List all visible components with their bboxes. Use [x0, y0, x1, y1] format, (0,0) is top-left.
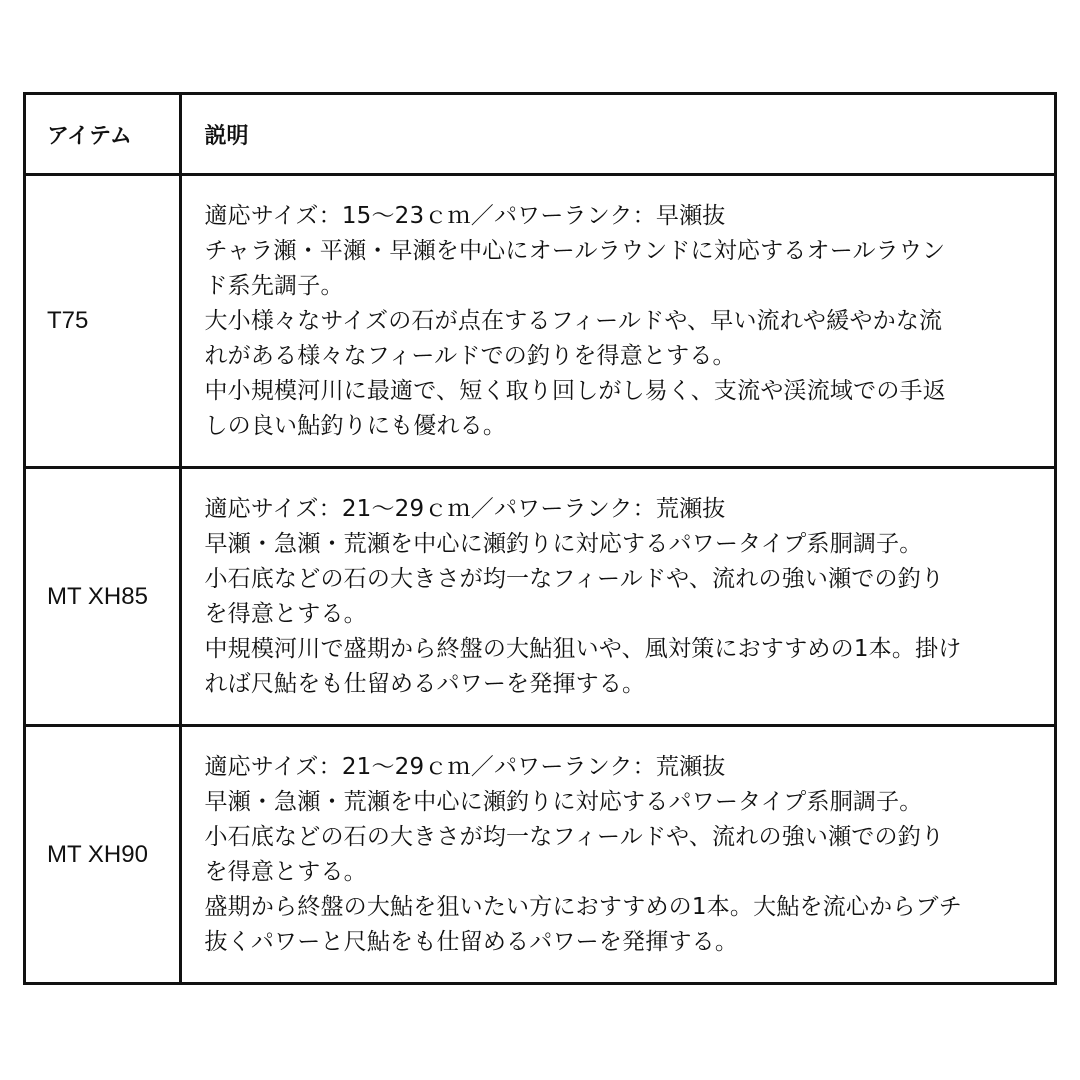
- description-line: れがある様々なフィールドでの釣りを得意とする。: [204, 342, 736, 369]
- item-description: [181, 726, 1056, 984]
- table-header-row: [25, 94, 1056, 175]
- table-row: [25, 468, 1056, 726]
- header-item: アイテム: [25, 94, 181, 175]
- description-line: 小石底などの石の大きさが均一なフィールドや、流れの強い瀬での釣り: [204, 565, 945, 592]
- description-line: 中規模河川で盛期から終盤の大鮎狙いや、風対策におすすめの1本。掛け: [204, 635, 962, 662]
- description-line: 適応サイズ：15〜23ｃｍ／パワーランク：早瀬抜: [204, 202, 726, 229]
- item-description: [181, 175, 1056, 468]
- description-line: 適応サイズ：21〜29ｃｍ／パワーランク：荒瀬抜: [204, 495, 726, 522]
- description-line: 中小規模河川に最適で、短く取り回しがし易く、支流や渓流域での手返: [204, 377, 946, 404]
- description-line: を得意とする。: [204, 600, 367, 627]
- description-line: 早瀬・急瀬・荒瀬を中心に瀬釣りに対応するパワータイプ系胴調子。: [204, 530, 923, 557]
- item-description: [181, 468, 1056, 726]
- table-row: [25, 726, 1056, 984]
- description-line: 大小様々なサイズの石が点在するフィールドや、早い流れや緩やかな流: [204, 307, 943, 334]
- description-line: しの良い鮎釣りにも優れる。: [204, 412, 507, 439]
- item-name: T75: [25, 175, 181, 468]
- item-name: MT XH85: [25, 468, 181, 726]
- description-line: を得意とする。: [204, 858, 367, 885]
- product-spec-table: [23, 92, 1057, 985]
- description-line: ド系先調子。: [204, 272, 344, 299]
- description-line: チャラ瀬・平瀬・早瀬を中心にオールラウンドに対応するオールラウン: [204, 237, 946, 264]
- table-row: [25, 175, 1056, 468]
- description-line: 小石底などの石の大きさが均一なフィールドや、流れの強い瀬での釣り: [204, 823, 945, 850]
- description-line: 適応サイズ：21〜29ｃｍ／パワーランク：荒瀬抜: [204, 753, 726, 780]
- description-line: 抜くパワーと尺鮎をも仕留めるパワーを発揮する。: [204, 928, 739, 955]
- item-name: MT XH90: [25, 726, 181, 984]
- description-line: 早瀬・急瀬・荒瀬を中心に瀬釣りに対応するパワータイプ系胴調子。: [204, 788, 923, 815]
- description-line: れば尺鮎をも仕留めるパワーを発揮する。: [204, 670, 646, 697]
- header-description: 説明: [181, 94, 1056, 175]
- description-line: 盛期から終盤の大鮎を狙いたい方におすすめの1本。大鮎を流心からブチ: [204, 893, 962, 920]
